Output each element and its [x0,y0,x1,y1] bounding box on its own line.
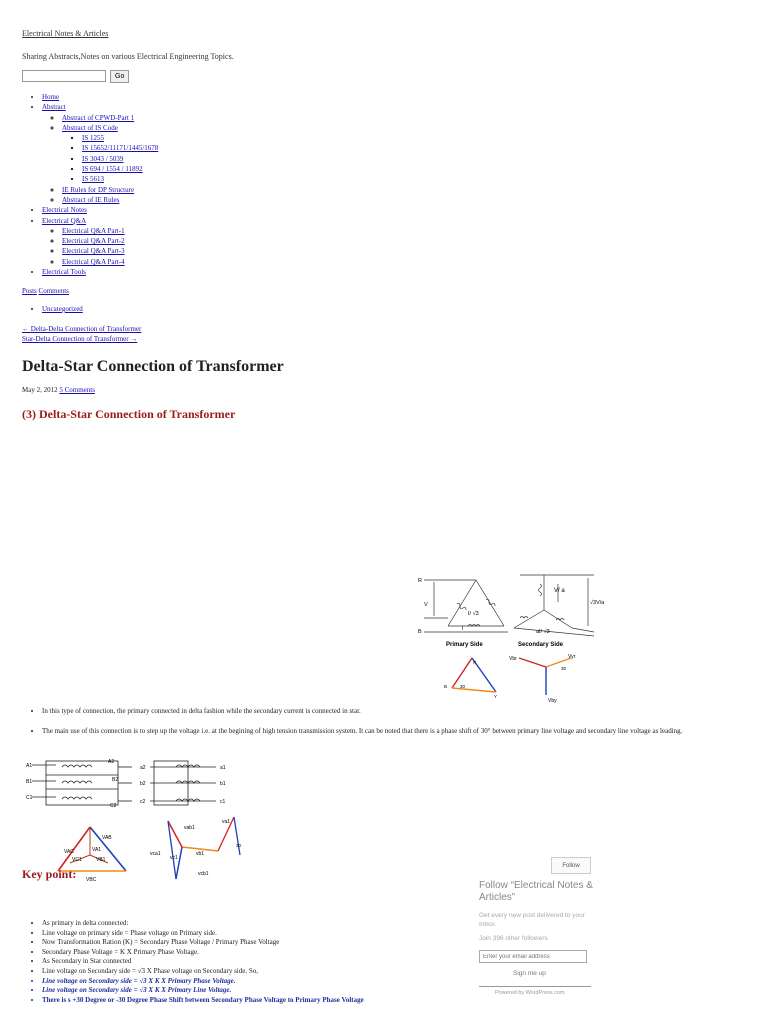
fig2-label-b1: B1 [26,779,33,785]
fig2-label-sb2: b2 [140,781,146,787]
menu-item-electrical-tools [42,267,158,277]
bullet-text: • The main use of this connection is to step up the voltage i.e. at the begining of high tension transmission system. It can be noted that there is a phase shift of 30° between primary line voltage and secondary line voltage as leading. [42,727,762,735]
fig1-label-r: R [418,578,422,584]
post-subtitle: (3) Delta-Star Connection of Transformer [22,407,236,421]
menu-link-electrical-notes[interactable]: Electrical Notes [42,206,87,215]
fig1-label-30b: 30 [561,666,567,671]
key-point-item: • Now Transformation Ration (K) = Secondary Phase Voltage / Primary Phase Voltage [42,938,472,948]
menu-item-home [42,92,158,102]
post-bullet-2 [22,727,762,735]
comments-feed-link[interactable]: Comments [38,287,69,295]
post-meta [22,386,95,394]
fig2-label-b2: B2 [112,777,119,783]
fig2-label-sa1: a1 [220,765,226,771]
fig1-label-il3: I/ √3 [468,611,479,617]
main-menu [22,92,158,277]
winding-phasor-diagram [26,755,256,885]
menu-item-is-code [62,123,158,185]
fig2-label-a1: A1 [26,763,33,769]
site-title-link[interactable]: Electrical Notes & Articles [22,29,109,38]
menu-link-qa-1[interactable]: Electrical Q&A Part-1 [62,226,125,235]
category-link[interactable]: Uncategorized [42,305,83,313]
fig2-label-vcb1: vcb1 [198,871,209,877]
key-point-item: • Line voltage on primary side = Phase voltage on Primary side. [42,929,472,939]
comments-link[interactable]: 5 Comments [59,386,95,394]
menu-link-qa-4[interactable]: Electrical Q&A Part-4 [62,257,125,266]
menu-item-qa [62,226,158,236]
menu-link-is-code[interactable]: Abstract of IS Code [62,123,118,132]
menu-item-abstract [42,102,158,205]
next-post-link[interactable]: Star-Delta Connection of Transformer → [22,335,138,343]
menu-link-qa-2[interactable]: Electrical Q&A Part-2 [62,237,125,246]
fig2-label-sb1: b1 [220,781,226,787]
fig1-label-v3a: √3V/a [590,600,605,606]
follow-widget [479,880,599,996]
follower-count: Join 396 other followers [479,935,548,942]
follow-description: Get every new post delivered to your Inbox. [479,912,585,928]
menu-item-cpwd [62,113,158,123]
post-navigation [22,324,141,344]
menu-link-abstract[interactable]: Abstract [42,103,66,112]
fig2-label-sc2: c2 [140,799,146,805]
post-bullet-1 [22,707,752,715]
menu-link-is-15652[interactable]: IS 15652/11171/1445/1678 [82,144,159,153]
posts-feed-link[interactable]: Posts [22,287,37,295]
fig2-label-vca1: vca1 [150,851,161,857]
menu-link-electrical-qa[interactable]: Electrical Q&A [42,216,87,225]
key-point-item: • Line voltage on Secondary side = √3 X Phase voltage on Secondary side. So, [42,967,472,977]
fig2-label-sa2: a2 [140,765,146,771]
fig2-label-vc1b: vc1 [170,855,178,861]
fig2-label-vab1: vab1 [184,825,195,831]
menu-item-qa [62,257,158,267]
menu-item-is [82,174,158,184]
search-button[interactable]: Go [110,70,129,83]
menu-link-is-3043[interactable]: IS 3043 / 5039 [82,154,124,163]
powered-by: Powered by WordPress.com [495,990,565,996]
fig1-label-30: 30 [460,684,466,689]
fig1-label-vyr: Vyr [568,654,576,660]
fig1-label-v: V [424,602,428,608]
fig1-label-al3: aI/ √3 [536,629,550,635]
email-field[interactable] [479,950,587,963]
menu-item-ie-dp [62,185,158,195]
menu-link-is-1255[interactable]: IS 1255 [82,134,104,143]
menu-link-home[interactable]: Home [42,93,60,101]
post-date: May 2, 2012 [22,386,58,394]
follow-button[interactable]: Follow [551,857,591,874]
menu-link-ie-dp[interactable]: IE Rules for DP Structure [62,185,135,194]
category-item [42,305,83,313]
prev-post-link[interactable]: ← Delta-Delta Connection of Transformer [22,325,142,333]
site-title [22,29,108,38]
menu-item-electrical-notes [42,205,158,215]
menu-item-electrical-qa [42,216,158,267]
key-point-heading: Key point: [22,867,77,881]
fig2-label-vb1: VB1 [96,857,106,863]
connection-diagram [416,570,611,705]
fig2-label-va1: VA1 [92,847,102,853]
key-point-item-emphasis: • Line voltage on Secondary side = √3 X K X Primary Line Voltage. [42,986,472,996]
fig2-label-va1b: va1 [222,819,231,825]
fig2-label-a2: A2 [108,759,115,765]
menu-item-is [82,164,158,174]
search-form [22,70,129,83]
sign-up-button[interactable]: Sign me up [513,970,546,977]
key-points-list [22,919,472,1005]
menu-link-electrical-tools[interactable]: Electrical Tools [42,268,86,277]
fig1-label-y-phasor: Y [494,694,498,699]
fig2-label-vac: VAC [64,849,74,855]
fig2-label-c1: C1 [26,795,33,801]
feed-links [22,287,69,295]
fig1-label-b: B [418,629,422,635]
fig1-label-r-phasor: R [473,660,477,665]
fig2-label-vb1b: vb1 [196,851,205,857]
menu-item-is [82,154,158,164]
key-point-item: • As primary in delta connected: [42,919,472,929]
fig2-label-30: 30 [236,843,242,848]
fig1-label-vla: V/ a [554,588,565,594]
menu-link-ie-rules[interactable]: Abstract of IE Rules [62,195,120,204]
menu-link-cpwd[interactable]: Abstract of CPWD-Part 1 [62,113,135,122]
fig1-label-vby: Vby [548,698,557,704]
fig2-label-vbc: VBC [86,877,97,883]
key-point-item-phase-shift: • There is s +30 Degree or -30 Degree Phase Shift between Secondary Phase Voltage to Primary Phase Voltage [42,996,472,1006]
follow-title: Follow “Electrical Notes & Articles” [479,880,593,903]
fig1-label-vbr: Vbr [509,656,517,662]
fig1-label-b-phasor: B [444,684,448,689]
search-input[interactable] [22,70,106,82]
menu-item-ie-rules [62,195,158,205]
fig1-label-i: I [462,626,464,632]
fig2-label-c2: C2 [110,803,117,809]
menu-item-is [82,143,158,153]
bullet-text: • In this type of connection, the primary connected in delta fashion while the secondary current is connected in star. [42,707,752,715]
divider [479,986,591,987]
key-point-item-emphasis: • Line voltage on Secondary side = √3 X K X Primary Phase Voltage. [42,977,472,987]
key-point-item: • As Secondary in Star connected [42,957,472,967]
fig2-label-vab: VAB [102,835,112,841]
menu-item-is [82,133,158,143]
primary-side-label: Primary Side [446,642,483,648]
fig2-label-sc1: c1 [220,799,226,805]
menu-link-qa-3[interactable]: Electrical Q&A Part-3 [62,247,125,256]
key-point-item: • Secondary Phase Voltage = K X Primary Phase Voltage. [42,948,472,958]
site-description: Sharing Abstracts,Notes on various Electrical Engineering Topics. [22,52,234,61]
secondary-side-label: Secondary Side [518,642,564,648]
menu-link-is-5613[interactable]: IS 5613 [82,175,104,184]
fig2-label-vc1: VC1 [72,857,82,863]
menu-item-qa [62,236,158,246]
menu-link-is-694[interactable]: IS 694 / 1554 / 11892 [82,165,143,174]
menu-item-qa [62,246,158,256]
post-title: Delta-Star Connection of Transformer [22,358,284,375]
category-list [22,305,83,313]
